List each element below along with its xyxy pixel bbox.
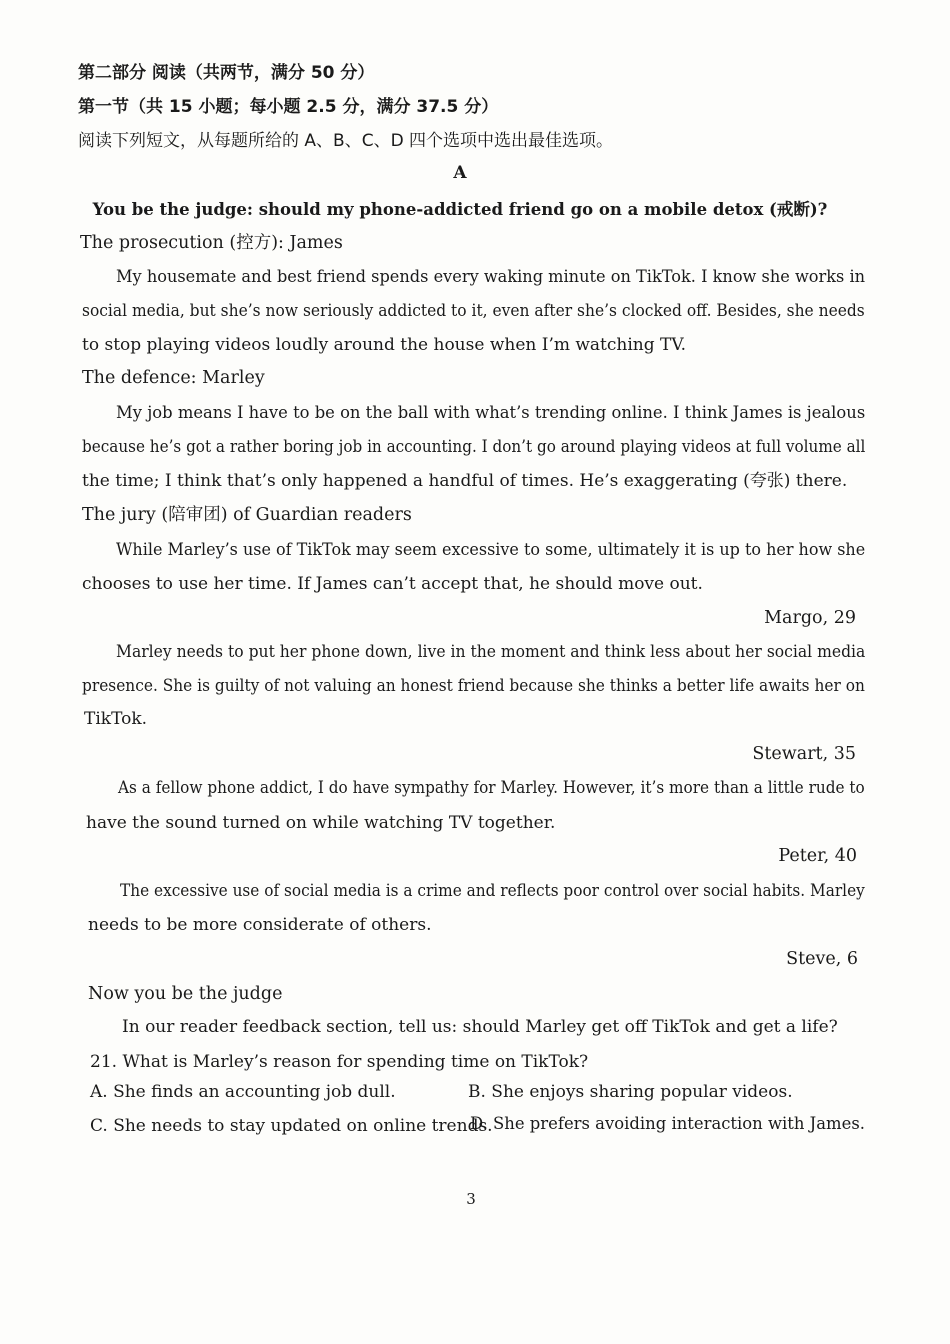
instruction: 阅读下列短文，从每题所给的 A、B、C、D 四个选项中选出最佳选项。 [78, 131, 614, 151]
jury-comment-line: have the sound turned on while watching TV together. [86, 813, 556, 833]
option-a[interactable]: A. She finds an accounting job dull. [90, 1082, 396, 1102]
part-heading: 第二部分 阅读（共两节，满分 50 分） [78, 63, 375, 83]
prosecution-line: social media, but she’s now seriously addicted to it, even after she’s clocked off. Besides, she needs [82, 301, 865, 321]
prosecution-line: to stop playing videos loudly around the house when I’m watching TV. [82, 335, 687, 355]
jury-comment-line: presence. She is guilty of not valuing an honest friend because she thinks a better life awaits her on [82, 676, 865, 696]
judge-label: Now you be the judge [88, 984, 283, 1004]
jury-comment-line: needs to be more considerate of others. [88, 915, 432, 935]
jury-author: Peter, 40 [778, 846, 857, 866]
jury-author: Steve, 6 [786, 949, 858, 969]
defence-label: The defence: Marley [82, 368, 265, 388]
jury-comment-line: Marley needs to put her phone down, live in the moment and think less about her social media [116, 642, 866, 662]
defence-line: My job means I have to be on the ball with what’s trending online. I think James is jealous [116, 403, 866, 423]
prosecution-line: My housemate and best friend spends every waking minute on TikTok. I know she works in [116, 267, 866, 287]
section-heading: 第一节（共 15 小题；每小题 2.5 分，满分 37.5 分） [78, 97, 499, 117]
question-stem: 21. What is Marley’s reason for spending time on TikTok? [90, 1052, 589, 1072]
jury-comment-line: TikTok. [84, 709, 148, 729]
defence-line: the time; I think that’s only happened a handful of times. He’s exaggerating (夸张) there. [82, 471, 848, 491]
jury-comment-line: chooses to use her time. If James can’t accept that, he should move out. [82, 574, 703, 594]
option-b[interactable]: B. She enjoys sharing popular videos. [468, 1082, 793, 1102]
page-number: 3 [466, 1190, 476, 1208]
jury-comment-line: As a fellow phone addict, I do have sympathy for Marley. However, it’s more than a little rude to [118, 778, 865, 798]
jury-author: Stewart, 35 [752, 744, 856, 764]
judge-line: In our reader feedback section, tell us: should Marley get off TikTok and get a life? [122, 1017, 838, 1037]
prosecution-label: The prosecution (控方): James [80, 233, 343, 253]
defence-line: because he’s got a rather boring job in accounting. I don’t go around playing videos at full volume all [82, 437, 866, 457]
option-d[interactable]: D. She prefers avoiding interaction with James. [470, 1114, 865, 1134]
passage-title: You be the judge: should my phone-addicted friend go on a mobile detox (戒断)? [92, 200, 828, 219]
jury-author: Margo, 29 [764, 608, 856, 628]
passage-letter: A [453, 163, 467, 183]
option-c[interactable]: C. She needs to stay updated on online trends. [90, 1116, 493, 1136]
jury-comment-line: While Marley’s use of TikTok may seem excessive to some, ultimately it is up to her how she [116, 540, 866, 560]
jury-comment-line: The excessive use of social media is a crime and reflects poor control over social habits. Marley [120, 881, 865, 901]
jury-label: The jury (陪审团) of Guardian readers [82, 505, 412, 525]
